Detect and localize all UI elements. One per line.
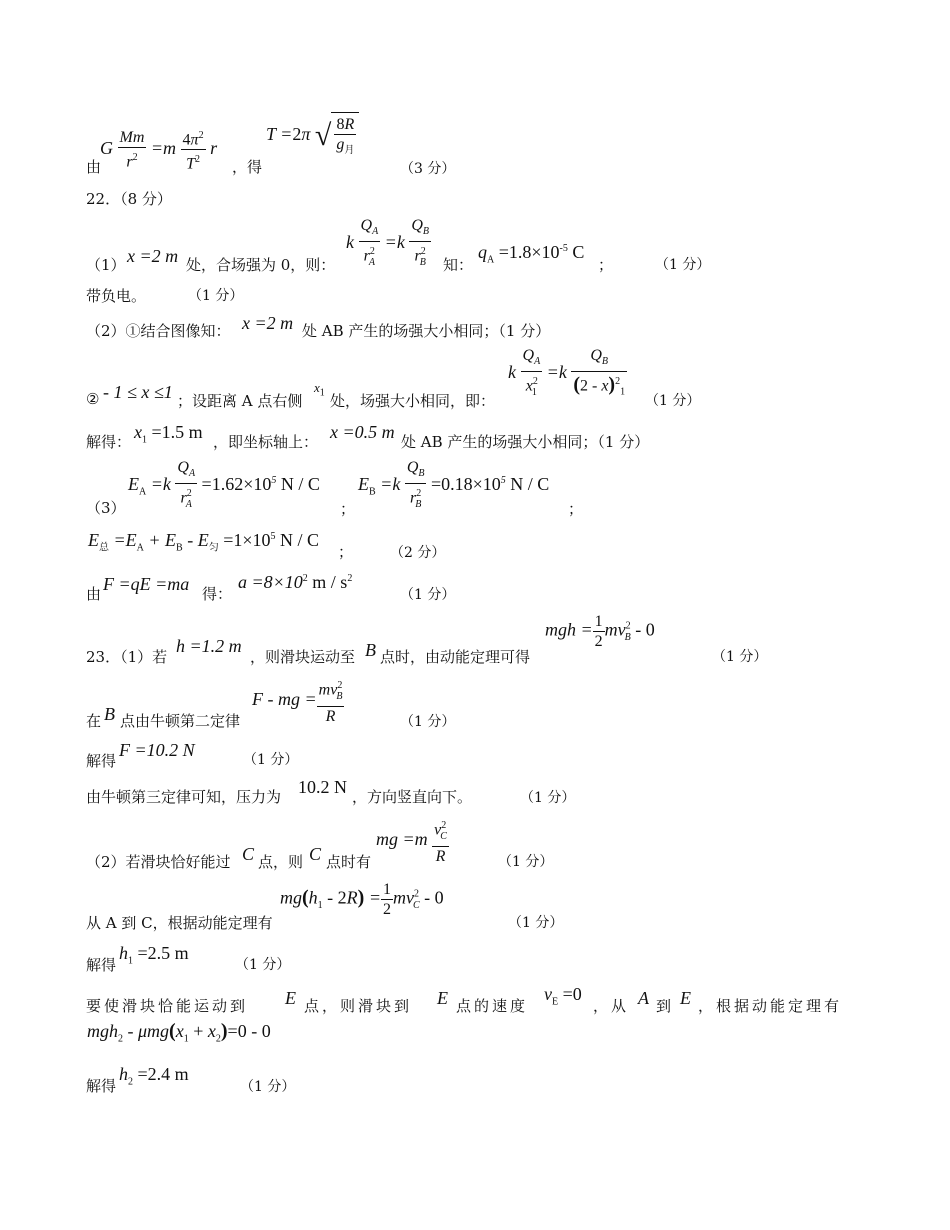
formula-energy-AE: $mgh_2 - \mu mg(x_1 + x_2)=0 - 0$ [87,1020,271,1045]
symbol-E-2: E [437,988,448,1008]
newton3-line: 由牛顿第三定律可知，压力为 [86,788,282,806]
semicolon-ea: ； [340,500,356,518]
text-de-2: 得： [202,585,233,603]
score-1j: （1 分） [508,915,564,931]
text-slider-to: 点，则滑块到 [304,997,413,1015]
line-gravitation [86,156,101,177]
score-1f: （1 分） [400,714,456,730]
score-1b: （1 分） [188,288,244,304]
formula-etotal: $E_总 =E_A + E_B - E_匀 =1\times 10^5$ N / C [88,530,320,554]
symbol-C-2: C [309,844,322,864]
formula-qa: $q_A =1.8\times 10^{-5}$ C [478,242,585,266]
A-to-C-line: 从 A 到 C，根据动能定理有 [86,914,273,932]
semicolon-etotal: ； [338,543,354,561]
score-1c: （1 分） [645,393,701,409]
formula-mg-centripetal: mg =m $\frac{v^2_C}{R}$ [376,816,449,866]
text-de: ，得 [232,158,263,176]
score-1a: （1 分） [655,257,711,273]
text-zero-field: 处，合场强为 0，则： [186,256,336,274]
formula-h2: $h_2 =2.4$ m [119,1064,189,1088]
text-field-equal: 处，场强大小相同，即： [330,392,496,410]
text-reach: 要使滑块恰能运动到 [86,997,249,1015]
semicolon: ； [598,256,614,274]
solve-h2-line: 解得 [86,1077,117,1095]
score-1g: （1 分） [243,752,299,768]
value-pressure: 10.2 N [298,777,347,797]
reach-E-line [86,995,248,1016]
text-same-field-2: 处 AB 产生的场强大小相同；（1 分） [401,433,650,451]
formula-x1: $x_1 =1.5$ m [134,422,203,446]
score-1i: （1 分） [498,854,554,870]
part-1-line [86,254,126,275]
score-1k: （1 分） [235,957,291,973]
label-part1: （1） [86,256,126,274]
text-point-has: 点时有 [326,853,372,871]
formula-h1: $h_1 =2.5$ m [119,943,189,967]
part2-C-line: （2）若滑块恰好能过 [86,853,231,871]
text-ze: 点，则 [258,853,304,871]
part-3-line: （3） [86,499,126,517]
formula-vE: $v_E =0$ [544,984,582,1008]
formula-x1-small: $x_1$ [314,380,325,399]
formula-x-2m: x =2 m [127,246,179,266]
formula-accel: $a =8\times 10^2$ m / $s^2$ [238,572,353,592]
text-direction: ，方向竖直向下。 [352,788,473,806]
formula-F: F =10.2 N [119,740,195,760]
formula-period: T =2π √ $\frac{8R}{g_月}$ [266,112,359,160]
text-right-side: ；设距离 A 点右侧 [177,392,303,410]
text-zhi: 知： [443,256,474,274]
question-22-header: 22．（8 分） [86,190,172,208]
part-3-accel-line: 由 [86,585,102,603]
score-2: （2 分） [390,545,446,561]
part-2-range-line: ② [86,390,100,408]
part-2-line: （2）①结合图像知： [86,322,231,340]
solve-h1-line: 解得 [86,956,117,974]
symbol-A: A [638,988,649,1008]
newton2-line: 在 [86,712,102,730]
symbol-C: C [242,844,255,864]
score-1l: （1 分） [240,1079,296,1095]
text-newton2: 点由牛顿第二定律 [120,712,241,730]
formula-ea: $E_A =k$ $\frac{Q_A}{r^2_A}$ $=1.62\times 10^5$ N / C [128,459,320,510]
formula-x-2m-b: x =2 m [242,313,294,333]
formula-energy-B: mgh = $\frac{1}{2}$ $mv^2_B - 0$ [545,613,655,650]
text-you: 由 [86,158,102,176]
formula-range: - 1 ≤ x ≤1 [103,382,173,402]
text-work-energy: 点时，由动能定理可得 [380,648,531,666]
symbol-E-3: E [680,988,691,1008]
formula-h12: h =1.2 m [176,636,242,656]
formula-newton: F =qE =ma [103,574,190,594]
formula-field-equal: k $\frac{Q_A}{x^2_1}$ =k $\frac{Q_B}{(2 - x)^2_1}$ [508,347,626,398]
score-3: （3 分） [400,161,456,177]
question-23-line: 23．（1）若 [86,648,168,666]
score-1e: （1 分） [712,649,768,665]
score-1d: （1 分） [400,587,456,603]
formula-gravitation: G $\frac{Mm}{r^2}$ =m $\frac{4\pi^2}{T^2}$ r [100,126,217,174]
formula-energy-AC: $mg(h_1 - 2R)$ = $\frac{1}{2}$ $mv^2_C - 0$ [280,881,444,918]
text-velocity: 点的速度 [456,997,529,1015]
text-on-axis: ，即坐标轴上： [213,433,319,451]
text-negative-charge: 带负电。 [86,287,147,305]
symbol-B-2: B [104,704,115,724]
score-1h: （1 分） [520,790,576,806]
text-slide-to: ，则滑块运动至 [250,648,356,666]
text-same-field: 处 AB 产生的场强大小相同；（1 分） [302,322,551,340]
formula-newton2: F - mg = $\frac{mv^2_B}{R}$ [252,676,344,726]
semicolon-eb: ； [568,500,584,518]
solve-F-line: 解得 [86,752,117,770]
symbol-B: B [365,640,376,660]
text-to: 到 [656,997,672,1015]
formula-coulomb-balance: k $\frac{Q_A}{r^2_A}$ =k $\frac{Q_B}{r^2_B}$ [346,217,429,268]
symbol-E: E [285,988,296,1008]
part-2-solve-line: 解得： [86,433,132,451]
formula-x-05: x =0.5 m [330,422,395,442]
text-theorem: ，根据动能定理有 [698,997,843,1015]
formula-eb: $E_B =k$ $\frac{Q_B}{r^2_B}$ $=0.18\times 10^5$ N / C [358,459,550,510]
text-from: ，从 [593,997,630,1015]
